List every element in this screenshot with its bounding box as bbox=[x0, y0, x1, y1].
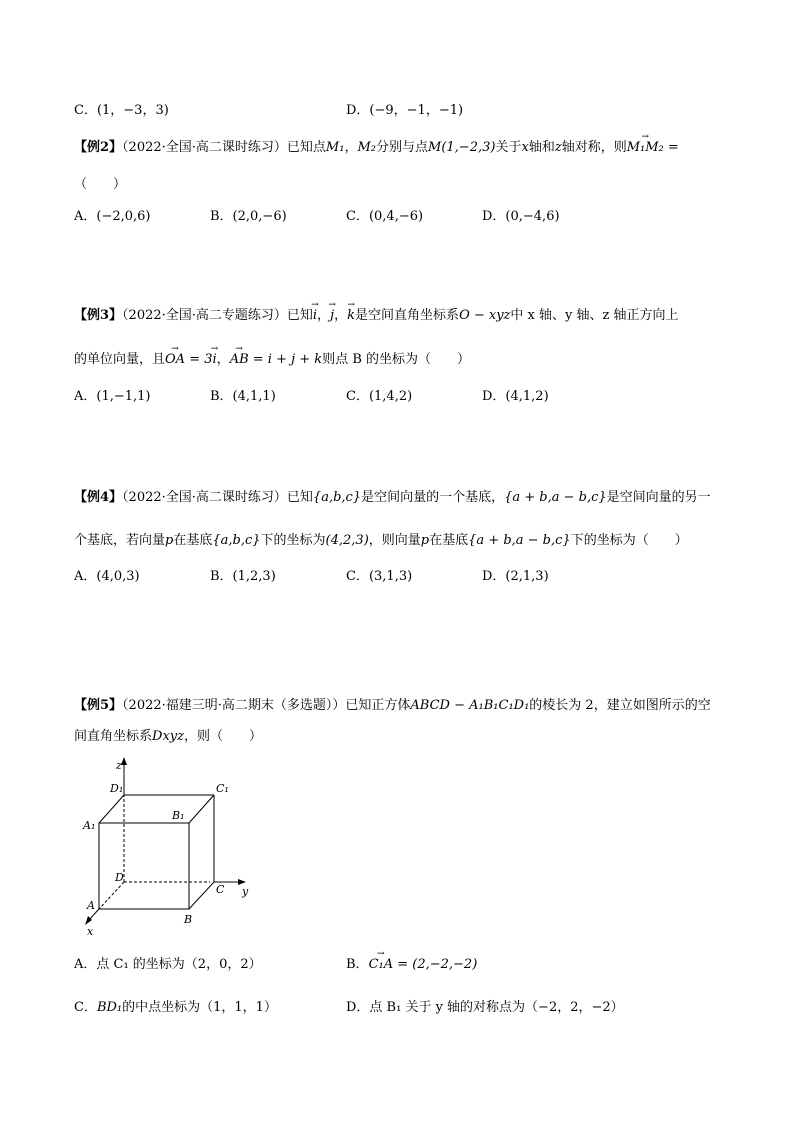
example-5-stem bbox=[74, 697, 711, 715]
stem-text: 是空间向量的另一 bbox=[606, 490, 711, 505]
option-b-letter: B． bbox=[346, 957, 369, 972]
vector-oa: → OA bbox=[165, 351, 185, 369]
stem-text: 个基底，若向量 bbox=[74, 533, 166, 548]
ab-value: = i + j + k bbox=[248, 352, 323, 367]
vector-c1a: → C₁A bbox=[369, 956, 394, 974]
stem-text: ，则向量 bbox=[368, 533, 421, 548]
label-d: D bbox=[115, 871, 124, 884]
example-4-option-a[interactable]: A．(4,0,3) bbox=[74, 569, 140, 584]
example-3-stem-line2 bbox=[74, 351, 470, 369]
example-2-answer-paren: （ ） bbox=[74, 177, 127, 192]
segment-bd1: BD₁ bbox=[96, 1000, 123, 1015]
prev-option-d[interactable]: D．(−9，−1，−1) bbox=[346, 103, 464, 118]
vector-m1m2: → M₁M₂ bbox=[627, 139, 664, 157]
coordinate-system: O − xyz bbox=[459, 308, 511, 323]
example-2-option-d[interactable]: D．(0,−4,6) bbox=[482, 209, 560, 224]
vector-i: → i bbox=[313, 307, 317, 325]
label-a1: A₁ bbox=[83, 819, 96, 832]
option-c-text: 的中点坐标为（1，1，1） bbox=[122, 1000, 277, 1015]
vector-ab: → AB bbox=[230, 351, 249, 369]
axis-x: x bbox=[521, 140, 529, 155]
cube-figure bbox=[82, 757, 252, 937]
example-4-stem bbox=[74, 489, 711, 507]
stem-text: 是空间直角坐标系 bbox=[355, 308, 460, 323]
stem-text: 轴对称，则 bbox=[561, 140, 627, 155]
stem-text: ， bbox=[317, 308, 331, 323]
stem-text: ， bbox=[344, 140, 358, 155]
label-d1: D₁ bbox=[110, 782, 124, 795]
stem-text: 关于 bbox=[495, 140, 522, 155]
point-m2: M₂ bbox=[357, 140, 376, 155]
equals-sign: = bbox=[663, 140, 679, 155]
example-3-option-a[interactable]: A．(1,−1,1) bbox=[74, 389, 151, 404]
stem-text: 的单位向量，且 bbox=[74, 352, 166, 367]
label-y: y bbox=[242, 885, 249, 898]
vector-j: → j bbox=[330, 307, 334, 325]
example-3-stem bbox=[74, 307, 678, 325]
edge-a1d1 bbox=[99, 795, 124, 823]
stem-text: 已知点 bbox=[286, 140, 326, 155]
example-2-option-a[interactable]: A．(−2,0,6) bbox=[74, 209, 151, 224]
label-z: z bbox=[116, 759, 122, 772]
example-4-option-d[interactable]: D．(2,1,3) bbox=[482, 569, 549, 584]
example-5-source: （2022·福建三明·高二期末（多选题）） bbox=[122, 698, 346, 713]
stem-text: 在基底 bbox=[429, 533, 469, 548]
edge-cb bbox=[189, 882, 214, 909]
option-c-letter: C． bbox=[74, 1000, 97, 1015]
stem-text: 中 x 轴、y 轴、z 轴正方向上 bbox=[510, 308, 679, 323]
prev-option-c[interactable]: C．(1，−3，3) bbox=[74, 103, 169, 118]
x-axis-hidden bbox=[99, 882, 124, 909]
example-4-option-b[interactable]: B．(1,2,3) bbox=[210, 569, 276, 584]
basis-1: {a,b,c} bbox=[312, 490, 362, 505]
stem-text: ，则（ ） bbox=[183, 729, 262, 744]
example-2-tag: 【例2】 bbox=[74, 140, 123, 155]
example-4-tag: 【例4】 bbox=[74, 490, 123, 505]
edge-c1b1 bbox=[189, 795, 214, 823]
stem-text: 轴和 bbox=[528, 140, 555, 155]
example-2-stem bbox=[74, 139, 679, 157]
example-5-stem-line2 bbox=[74, 728, 262, 746]
vector-k: → k bbox=[347, 307, 355, 325]
stem-text: 的棱长为 2，建立如图所示的空 bbox=[529, 698, 711, 713]
example-2-option-c[interactable]: C．(0,4,−6) bbox=[346, 209, 424, 224]
label-b: B bbox=[184, 913, 193, 926]
example-5-option-c[interactable] bbox=[74, 999, 277, 1017]
example-5-tag: 【例5】 bbox=[74, 698, 123, 713]
axis-z: z bbox=[554, 140, 562, 155]
example-3-source: （2022·全国·高二专题练习） bbox=[122, 308, 287, 323]
point-m: M(1,−2,3) bbox=[428, 140, 496, 155]
option-b-value: = (2,−2,−2) bbox=[393, 957, 478, 972]
example-3-option-b[interactable]: B．(4,1,1) bbox=[210, 389, 276, 404]
stem-text: 已知 bbox=[286, 490, 313, 505]
coordinate: (4,2,3) bbox=[325, 533, 369, 548]
stem-text: ， bbox=[216, 352, 230, 367]
cube-name: ABCD − A₁B₁C₁D₁ bbox=[410, 698, 530, 713]
coordinate-system: Dxyz bbox=[152, 729, 184, 744]
label-c1: C₁ bbox=[216, 782, 229, 795]
vector-p: p bbox=[420, 533, 430, 548]
stem-text: 在基底 bbox=[173, 533, 213, 548]
example-4-stem-line2 bbox=[74, 532, 688, 550]
example-3-tag: 【例3】 bbox=[74, 308, 123, 323]
stem-text: 则点 B 的坐标为（ ） bbox=[322, 352, 471, 367]
label-c: C bbox=[216, 883, 225, 896]
example-5-option-a[interactable]: A．点 C₁ 的坐标为（2，0，2） bbox=[74, 957, 262, 972]
stem-text: 下的坐标为 bbox=[260, 533, 326, 548]
basis-2: {a + b,a − b,c} bbox=[504, 490, 607, 505]
example-3-option-d[interactable]: D．(4,1,2) bbox=[482, 389, 549, 404]
stem-text: 已知正方体 bbox=[345, 698, 411, 713]
vector-p: p bbox=[165, 533, 174, 548]
stem-text: 是空间向量的一个基底， bbox=[361, 490, 505, 505]
basis-2: {a + b,a − b,c} bbox=[468, 533, 571, 548]
label-a: A bbox=[87, 899, 95, 912]
label-x: x bbox=[87, 925, 94, 937]
z-axis-arrowhead bbox=[121, 757, 127, 765]
label-b1: B₁ bbox=[172, 809, 185, 822]
point-m1: M₁ bbox=[325, 140, 345, 155]
vector-i: → i bbox=[213, 351, 217, 369]
stem-text: 下的坐标为（ ） bbox=[570, 533, 688, 548]
stem-text: ， bbox=[334, 308, 348, 323]
basis-1: {a,b,c} bbox=[212, 533, 261, 548]
stem-text: 间直角坐标系 bbox=[74, 729, 153, 744]
front-face bbox=[99, 823, 189, 909]
example-5-option-b[interactable] bbox=[346, 956, 477, 974]
example-4-source: （2022·全国·高二课时练习） bbox=[122, 490, 287, 505]
example-2-option-b[interactable]: B．(2,0,−6) bbox=[210, 209, 287, 224]
example-4-option-c[interactable]: C．(3,1,3) bbox=[346, 569, 413, 584]
example-5-option-d[interactable]: D．点 B₁ 关于 y 轴的对称点为（−2，2，−2） bbox=[346, 1000, 624, 1015]
oa-value: = 3 bbox=[185, 352, 213, 367]
stem-text: 分别与点 bbox=[376, 140, 429, 155]
stem-text: 已知 bbox=[286, 308, 313, 323]
example-2-source: （2022·全国·高二课时练习） bbox=[122, 140, 287, 155]
example-3-option-c[interactable]: C．(1,4,2) bbox=[346, 389, 413, 404]
